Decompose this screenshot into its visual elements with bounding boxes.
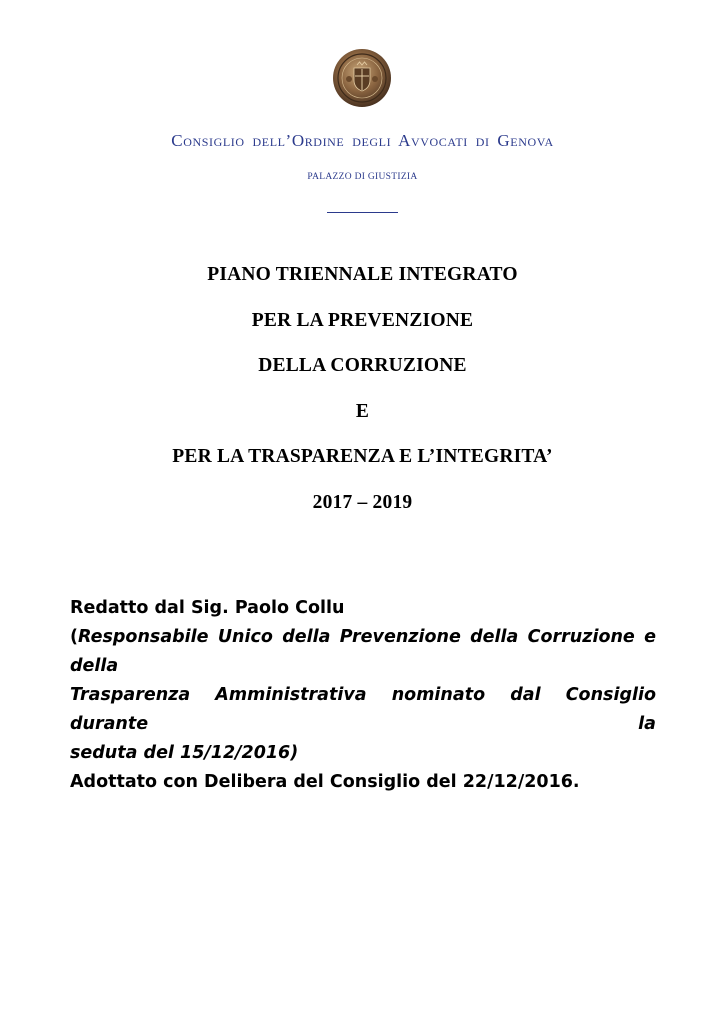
role-line-2: Trasparenza Amministrativa nominato dal Consiglio durante la [70,685,656,734]
coat-of-arms-seal-icon [332,48,392,108]
drafted-by: Redatto dal Sig. Paolo Collu [70,598,345,618]
title-line-1: PIANO TRIENNALE INTEGRATO [207,264,518,285]
title-line-4: E [355,401,370,422]
credits-block [70,594,656,797]
organization-name: Consiglio dell’Ordine degli Avvocati di Genova [171,131,554,150]
title-line-2: PER LA PREVENZIONE [251,310,474,331]
role-text-1: Responsabile Unico della Prevenzione della Corruzione e della [70,627,656,676]
adopted-line: Adottato con Delibera del Consiglio del 22/12/2016. [70,772,580,792]
title-line-6: 2017 – 2019 [312,492,413,513]
header-divider [327,212,398,213]
title-line-5: PER LA TRASPARENZA E L’INTEGRITA’ [172,446,553,467]
title-line-3: DELLA CORRUZIONE [258,355,467,376]
role-line-1 [70,623,656,681]
open-paren: ( [70,627,78,647]
role-line-3: seduta del 15/12/2016) [70,743,299,763]
organization-subtitle: PALAZZO DI GIUSTIZIA [307,172,418,182]
